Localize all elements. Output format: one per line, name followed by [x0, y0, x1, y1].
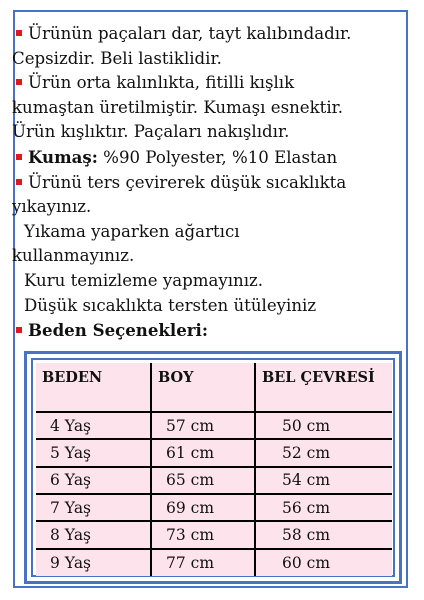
cell-beden: 9 Yaş — [36, 549, 151, 576]
description-line — [12, 22, 397, 47]
bullet-square-icon — [16, 327, 22, 333]
description-text: Ürün orta kalınlıkta, fitilli kışlık — [28, 73, 295, 93]
description-text: yıkayınız. — [12, 197, 92, 217]
description-text: Cepsizdir. Beli lastiklidir. — [12, 48, 222, 68]
cell-bel-cevresi: 56 cm — [255, 494, 392, 521]
column-header-bel-cevresi: BEL ÇEVRESİ — [255, 363, 392, 412]
cell-beden: 6 Yaş — [36, 467, 151, 494]
description-text: Yıkama yaparken ağartıcı — [24, 221, 240, 241]
size-table-frame — [24, 351, 402, 584]
cell-boy: 77 cm — [151, 549, 255, 576]
size-table-header-row — [36, 363, 392, 412]
table-row — [36, 412, 392, 439]
description-label: Beden Seçenekleri: — [28, 320, 208, 341]
description-text: Düşük sıcaklıkta tersten ütüleyiniz — [24, 295, 317, 315]
column-header-boy: BOY — [151, 363, 255, 412]
description-text: Kuru temizleme yapmayınız. — [24, 270, 264, 290]
description-label: Kumaş: — [28, 146, 98, 167]
description-line — [12, 120, 397, 145]
cell-beden: 5 Yaş — [36, 439, 151, 466]
bullet-square-icon — [16, 179, 22, 185]
description-line — [12, 145, 397, 171]
description-line — [12, 269, 397, 294]
cell-boy: 57 cm — [151, 412, 255, 439]
bullet-square-icon — [16, 30, 22, 36]
description-text: Ürün kışlıktır. Paçaları nakışlıdır. — [12, 122, 290, 142]
cell-boy: 61 cm — [151, 439, 255, 466]
description-line — [12, 71, 397, 96]
description-line — [12, 47, 397, 72]
description-line — [12, 318, 397, 344]
column-header-beden: BEDEN — [36, 363, 151, 412]
cell-beden: 7 Yaş — [36, 494, 151, 521]
cell-bel-cevresi: 54 cm — [255, 467, 392, 494]
size-table-inner-frame — [31, 358, 395, 577]
table-row — [36, 467, 392, 494]
bullet-square-icon — [16, 154, 22, 160]
cell-beden: 4 Yaş — [36, 412, 151, 439]
table-row — [36, 549, 392, 576]
description-line — [12, 244, 397, 269]
description-line — [12, 171, 397, 196]
cell-bel-cevresi: 52 cm — [255, 439, 392, 466]
description-text: kullanmayınız. — [12, 246, 135, 266]
description-text: Ürünün paçaları dar, tayt kalıbındadır. — [28, 24, 352, 43]
table-row — [36, 521, 392, 548]
description-line — [12, 220, 397, 245]
cell-boy: 73 cm — [151, 521, 255, 548]
cell-bel-cevresi: 60 cm — [282, 553, 331, 572]
cell-boy: 65 cm — [151, 467, 255, 494]
description-text: Ürünü ters çevirerek düşük sıcaklıkta — [28, 172, 347, 192]
table-row — [36, 439, 392, 466]
cell-beden: 8 Yaş — [36, 521, 151, 548]
cell-bel-cevresi: 58 cm — [255, 521, 392, 548]
product-description — [12, 22, 397, 344]
description-line — [12, 294, 397, 319]
description-text: kumaştan üretilmiştir. Kumaşı esnektir. — [12, 97, 344, 117]
description-text: %90 Polyester, %10 Elastan — [97, 147, 338, 167]
cell-boy: 69 cm — [151, 494, 255, 521]
table-row — [36, 494, 392, 521]
bullet-square-icon — [16, 79, 22, 85]
description-line — [12, 195, 397, 220]
size-table — [36, 363, 392, 576]
cell-bel-cevresi: 50 cm — [255, 412, 392, 439]
description-line — [12, 96, 397, 121]
